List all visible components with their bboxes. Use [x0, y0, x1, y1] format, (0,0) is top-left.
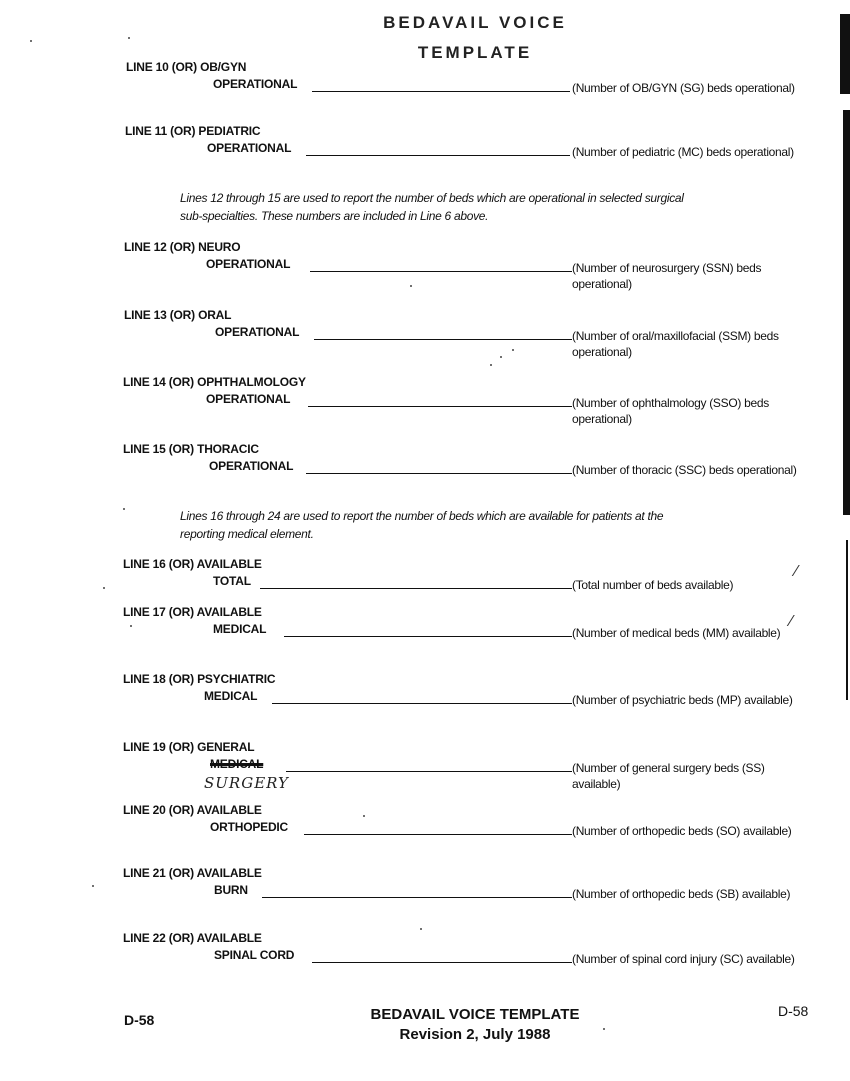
scan-speck: [500, 356, 502, 358]
field-label-struck: MEDICAL: [210, 757, 264, 771]
field-description: (Number of neurosurgery (SSN) beds operational): [572, 261, 762, 291]
instruction-note-available: Lines 16 through 24 are used to report the number of beds which are available for patients at the reporting medical element.: [180, 509, 664, 541]
pencil-mark-icon: ⁄: [790, 613, 793, 630]
line-label: LINE 12 (OR) NEURO: [124, 240, 241, 254]
field-label: OPERATIONAL: [207, 141, 292, 155]
form-entry-line-16: [120, 557, 820, 609]
form-entry-line-21: [120, 866, 820, 918]
field-label: OPERATIONAL: [206, 392, 291, 406]
fill-in-blank[interactable]: [306, 155, 570, 156]
field-description: (Number of oral/maxillofacial (SSM) beds operational): [572, 329, 779, 359]
footer-title: BEDAVAIL VOICE TEMPLATE: [370, 1006, 580, 1023]
scan-speck: [128, 37, 130, 39]
field-description: (Number of medical beds (MM) available): [572, 626, 781, 640]
field-description: (Number of general surgery beds (SS) available): [572, 761, 765, 791]
scan-speck: [92, 885, 94, 887]
form-entry-line-13: [120, 308, 820, 360]
field-description: (Number of thoracic (SSC) beds operational): [572, 463, 797, 477]
form-entry-line-12: [120, 240, 820, 292]
fill-in-blank[interactable]: [262, 897, 572, 898]
form-entry-line-17: [120, 605, 820, 657]
fill-in-blank[interactable]: [312, 91, 570, 92]
scan-speck: [512, 349, 514, 351]
line-label: LINE 17 (OR) AVAILABLE: [123, 605, 262, 619]
fill-in-blank[interactable]: [308, 406, 572, 407]
fill-in-blank[interactable]: [304, 834, 572, 835]
footer-title-block: [300, 1005, 650, 1045]
scan-speck: [490, 364, 492, 366]
line-label: LINE 14 (OR) OPHTHALMOLOGY: [123, 375, 306, 389]
field-label: OPERATIONAL: [209, 459, 294, 473]
form-entry-line-11: [120, 124, 820, 176]
line-label: LINE 21 (OR) AVAILABLE: [123, 866, 262, 880]
fill-in-blank[interactable]: [260, 588, 572, 589]
field-label: MEDICAL: [213, 622, 267, 636]
field-description: (Number of orthopedic beds (SO) available): [572, 824, 792, 838]
fill-in-blank[interactable]: [306, 473, 572, 474]
field-description: (Number of ophthalmology (SSO) beds operational): [572, 396, 769, 426]
page-header-title: BEDAVAIL VOICE TEMPLATE: [383, 13, 567, 62]
fill-in-blank[interactable]: [310, 271, 572, 272]
scan-speck: [123, 508, 125, 510]
field-label: BURN: [214, 883, 248, 897]
form-entry-line-18: [120, 672, 820, 724]
field-description: (Number of spinal cord injury (SC) available): [572, 952, 795, 966]
field-description: (Number of psychiatric beds (MP) available): [572, 693, 793, 707]
line-label: LINE 22 (OR) AVAILABLE: [123, 931, 262, 945]
field-label: TOTAL: [213, 574, 251, 588]
scan-speck: [130, 625, 132, 627]
form-entry-line-14: [120, 375, 820, 427]
handwritten-correction: SURGERY: [204, 774, 289, 792]
line-label: LINE 20 (OR) AVAILABLE: [123, 803, 262, 817]
fill-in-blank[interactable]: [312, 962, 572, 963]
scan-speck: [30, 40, 32, 42]
field-description: (Number of orthopedic beds (SB) available): [572, 887, 791, 901]
footer-page-number-right: D-58: [778, 1003, 809, 1019]
form-entry-line-15: [120, 442, 820, 494]
field-description: (Number of OB/GYN (SG) beds operational): [572, 81, 795, 95]
instruction-note-surgical: Lines 12 through 15 are used to report the number of beds which are operational in selected surgical sub-specialties. These numbers are included in Line 6 above.: [180, 191, 684, 223]
form-entry-line-19: [120, 740, 820, 792]
line-label: LINE 16 (OR) AVAILABLE: [123, 557, 262, 571]
scan-speck: [410, 285, 412, 287]
form-entry-line-20: [120, 803, 820, 855]
form-entry-line-22: [120, 931, 820, 983]
scan-speck: [420, 928, 422, 930]
field-label: OPERATIONAL: [206, 257, 291, 271]
fill-in-blank[interactable]: [314, 339, 572, 340]
field-label: OPERATIONAL: [213, 77, 298, 91]
field-label: ORTHOPEDIC: [210, 820, 289, 834]
fill-in-blank[interactable]: [272, 703, 572, 704]
field-label: MEDICAL: [204, 689, 258, 703]
form-entry-line-10: [120, 60, 820, 112]
scan-speck: [103, 587, 105, 589]
fill-in-blank[interactable]: [286, 771, 572, 772]
field-description: (Total number of beds available): [572, 578, 734, 592]
field-label: OPERATIONAL: [215, 325, 300, 339]
scan-speck: [363, 815, 365, 817]
scan-edge-bar-low: [846, 540, 848, 700]
footer-revision: Revision 2, July 1988: [399, 1026, 551, 1043]
scan-edge-bar-mid: [843, 110, 850, 515]
pencil-mark-icon: ⁄: [795, 563, 798, 580]
field-label: SPINAL CORD: [214, 948, 295, 962]
field-description: (Number of pediatric (MC) beds operational): [572, 145, 794, 159]
scan-speck: [603, 1028, 605, 1030]
line-label: LINE 19 (OR) GENERAL: [123, 740, 255, 754]
scan-edge-bar-top: [840, 14, 850, 94]
line-label: LINE 11 (OR) PEDIATRIC: [125, 124, 261, 138]
line-label: LINE 13 (OR) ORAL: [124, 308, 232, 322]
line-label: LINE 15 (OR) THORACIC: [123, 442, 259, 456]
line-label: LINE 18 (OR) PSYCHIATRIC: [123, 672, 276, 686]
line-label: LINE 10 (OR) OB/GYN: [126, 60, 247, 74]
footer-page-number-left: D-58: [124, 1012, 155, 1028]
fill-in-blank[interactable]: [284, 636, 572, 637]
